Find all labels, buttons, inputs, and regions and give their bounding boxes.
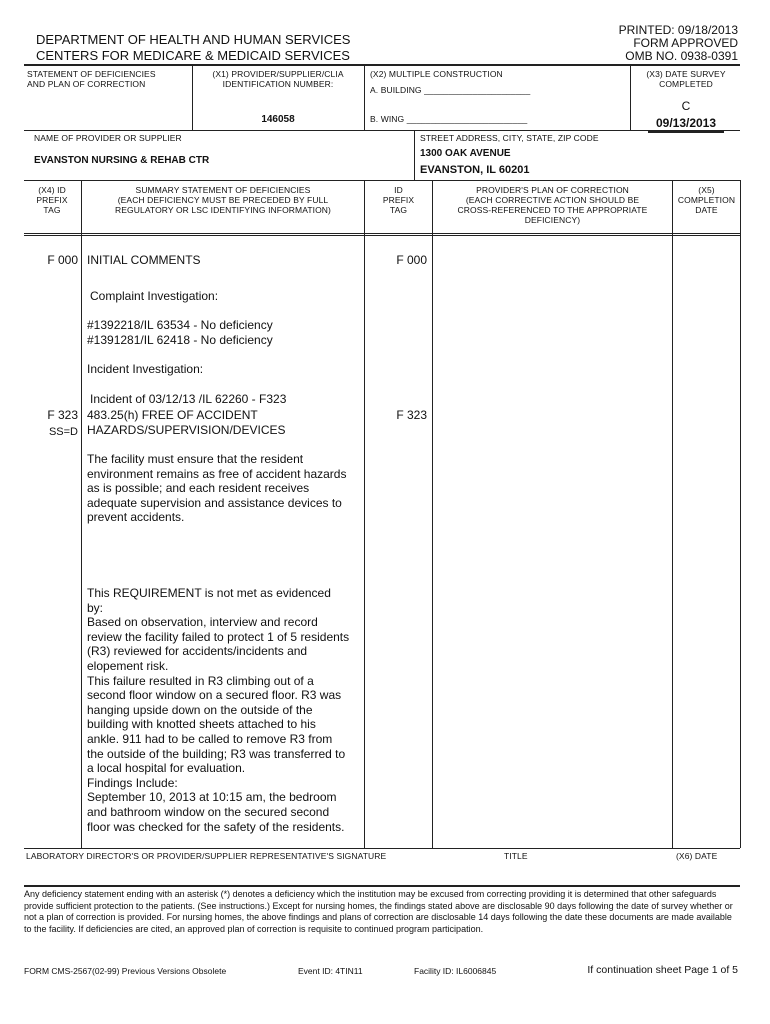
column-line: [672, 180, 673, 848]
id-header: ID PREFIX TAG: [382, 185, 415, 215]
column-line: [740, 180, 741, 848]
divider: [630, 66, 631, 130]
provider-name-label: NAME OF PROVIDER OR SUPPLIER: [34, 133, 182, 143]
x4-header: (X4) ID PREFIX TAG: [36, 185, 68, 215]
tag-f323: F 323: [47, 408, 78, 422]
tag-f323-plan: F 323: [396, 408, 427, 422]
column-line: [364, 180, 365, 848]
date-underline: [648, 131, 724, 133]
x1-value: 146058: [261, 114, 295, 125]
divider: [24, 180, 740, 181]
incident-heading: Incident Investigation:: [87, 362, 204, 376]
x6-date-label: (X6) DATE: [676, 851, 718, 861]
signature-label: LABORATORY DIRECTOR'S OR PROVIDER/SUPPLIER REPRESENTATIVE'S SIGNATURE: [26, 851, 387, 861]
printed-date: PRINTED: 09/18/2013: [618, 23, 738, 37]
tag-f000: F 000: [47, 253, 78, 267]
x1-label: (X1) PROVIDER/SUPPLIER/CLIA IDENTIFICATION NUMBER:: [212, 69, 344, 89]
provider-name: EVANSTON NURSING & REHAB CTR: [34, 155, 210, 166]
x5-header: (X5) COMPLETION DATE: [677, 185, 736, 215]
scope-severity: SS=D: [48, 426, 78, 438]
column-line: [432, 180, 433, 848]
x2-label: (X2) MULTIPLE CONSTRUCTION: [370, 69, 503, 79]
divider: [24, 130, 740, 131]
plan-header: PROVIDER'S PLAN OF CORRECTION (EACH CORRECTIVE ACTION SHOULD BE CROSS-REFERENCED TO THE APPROPRIATE DEFICIENCY): [457, 185, 648, 225]
city-state-zip: EVANSTON, IL 60201: [420, 164, 530, 176]
top-border: [24, 64, 740, 66]
centers-title: CENTERS FOR MEDICARE & MEDICAID SERVICES: [36, 48, 350, 63]
x3-code: C: [681, 99, 691, 113]
signature-bottom-border: [24, 885, 740, 887]
street-address: 1300 OAK AVENUE: [420, 148, 511, 159]
evidence-text: This REQUIREMENT is not met as evidenced by: Based on observation, interview and record review the facility failed to protect 1 of 5 residents (R3) reviewed for accidents/incidents and elopement risk. This failure resulted in R3 climbing out of a second floor window on a secured floor. R3 was hanging upside down on the outside of the building with knotted sheets attached to his ankle. 911 had to be called to remove R3 from the outside of the building; R3 was transferred to a local hospital for evaluation. Findings Include: September 10, 2013 at 10:15 am, the bedroom and bathroom window on the secured second floor was checked for the safety of the residents.: [87, 586, 350, 834]
f323-title: 483.25(h) FREE OF ACCIDENT HAZARDS/SUPERVISION/DEVICES: [87, 408, 286, 437]
wing-line: B. WING _________________________: [370, 114, 528, 124]
tag-f000-plan: F 000: [396, 253, 427, 267]
statement-label: STATEMENT OF DEFICIENCIES AND PLAN OF CORRECTION: [27, 69, 156, 89]
divider: [24, 233, 740, 234]
complaint-items: #1392218/IL 63534 - No deficiency #1391281/IL 62418 - No deficiency: [87, 318, 273, 347]
disclaimer: Any deficiency statement ending with an asterisk (*) denotes a deficiency which the institution may be excused from correcting providing it is determined that other safeguards provide sufficient protection to the patients. (See instructions.) Except for nursing homes, the findings stated above are disclosable 90 days following the date of survey whether or not a plan of correction is provided. For nursing homes, the above findings and plans of correction are disclosable 14 days following the date these documents are made available to the facility. If deficiencies are cited, an approved plan of correction is requisite to continued program participation.: [24, 889, 733, 934]
column-line: [81, 180, 82, 848]
form-approved: FORM APPROVED: [633, 36, 738, 50]
page-indicator: If continuation sheet Page 1 of 5: [587, 964, 738, 976]
department-title: DEPARTMENT OF HEALTH AND HUMAN SERVICES: [36, 32, 351, 47]
complaint-heading: Complaint Investigation:: [90, 289, 219, 303]
signature-line: [24, 848, 740, 849]
initial-comments: INITIAL COMMENTS: [87, 253, 201, 267]
divider: [192, 66, 193, 130]
incident-line: Incident of 03/12/13 /IL 62260 - F323: [90, 392, 287, 406]
title-label: TITLE: [504, 851, 528, 861]
address-label: STREET ADDRESS, CITY, STATE, ZIP CODE: [420, 133, 599, 143]
form-number: FORM CMS-2567(02-99) Previous Versions Obsolete: [24, 966, 227, 976]
facility-id: Facility ID: IL6006845: [414, 966, 497, 976]
summary-header: SUMMARY STATEMENT OF DEFICIENCIES (EACH DEFICIENCY MUST BE PRECEDED BY FULL REGULATORY OR LSC IDENTIFYING INFORMATION): [115, 185, 331, 215]
requirement-text: The facility must ensure that the resident environment remains as free of accident hazards as is possible; and each resident receives adequate supervision and assistance devices to prevent accidents.: [87, 452, 347, 525]
x3-date: 09/13/2013: [655, 116, 717, 130]
event-id: Event ID: 4TIN11: [298, 966, 363, 976]
x3-label: (X3) DATE SURVEY COMPLETED: [646, 69, 726, 89]
divider: [414, 130, 415, 180]
divider: [364, 66, 365, 130]
building-line: A. BUILDING ______________________: [370, 85, 531, 95]
omb-number: OMB NO. 0938-0391: [625, 49, 738, 63]
divider: [24, 235, 740, 236]
